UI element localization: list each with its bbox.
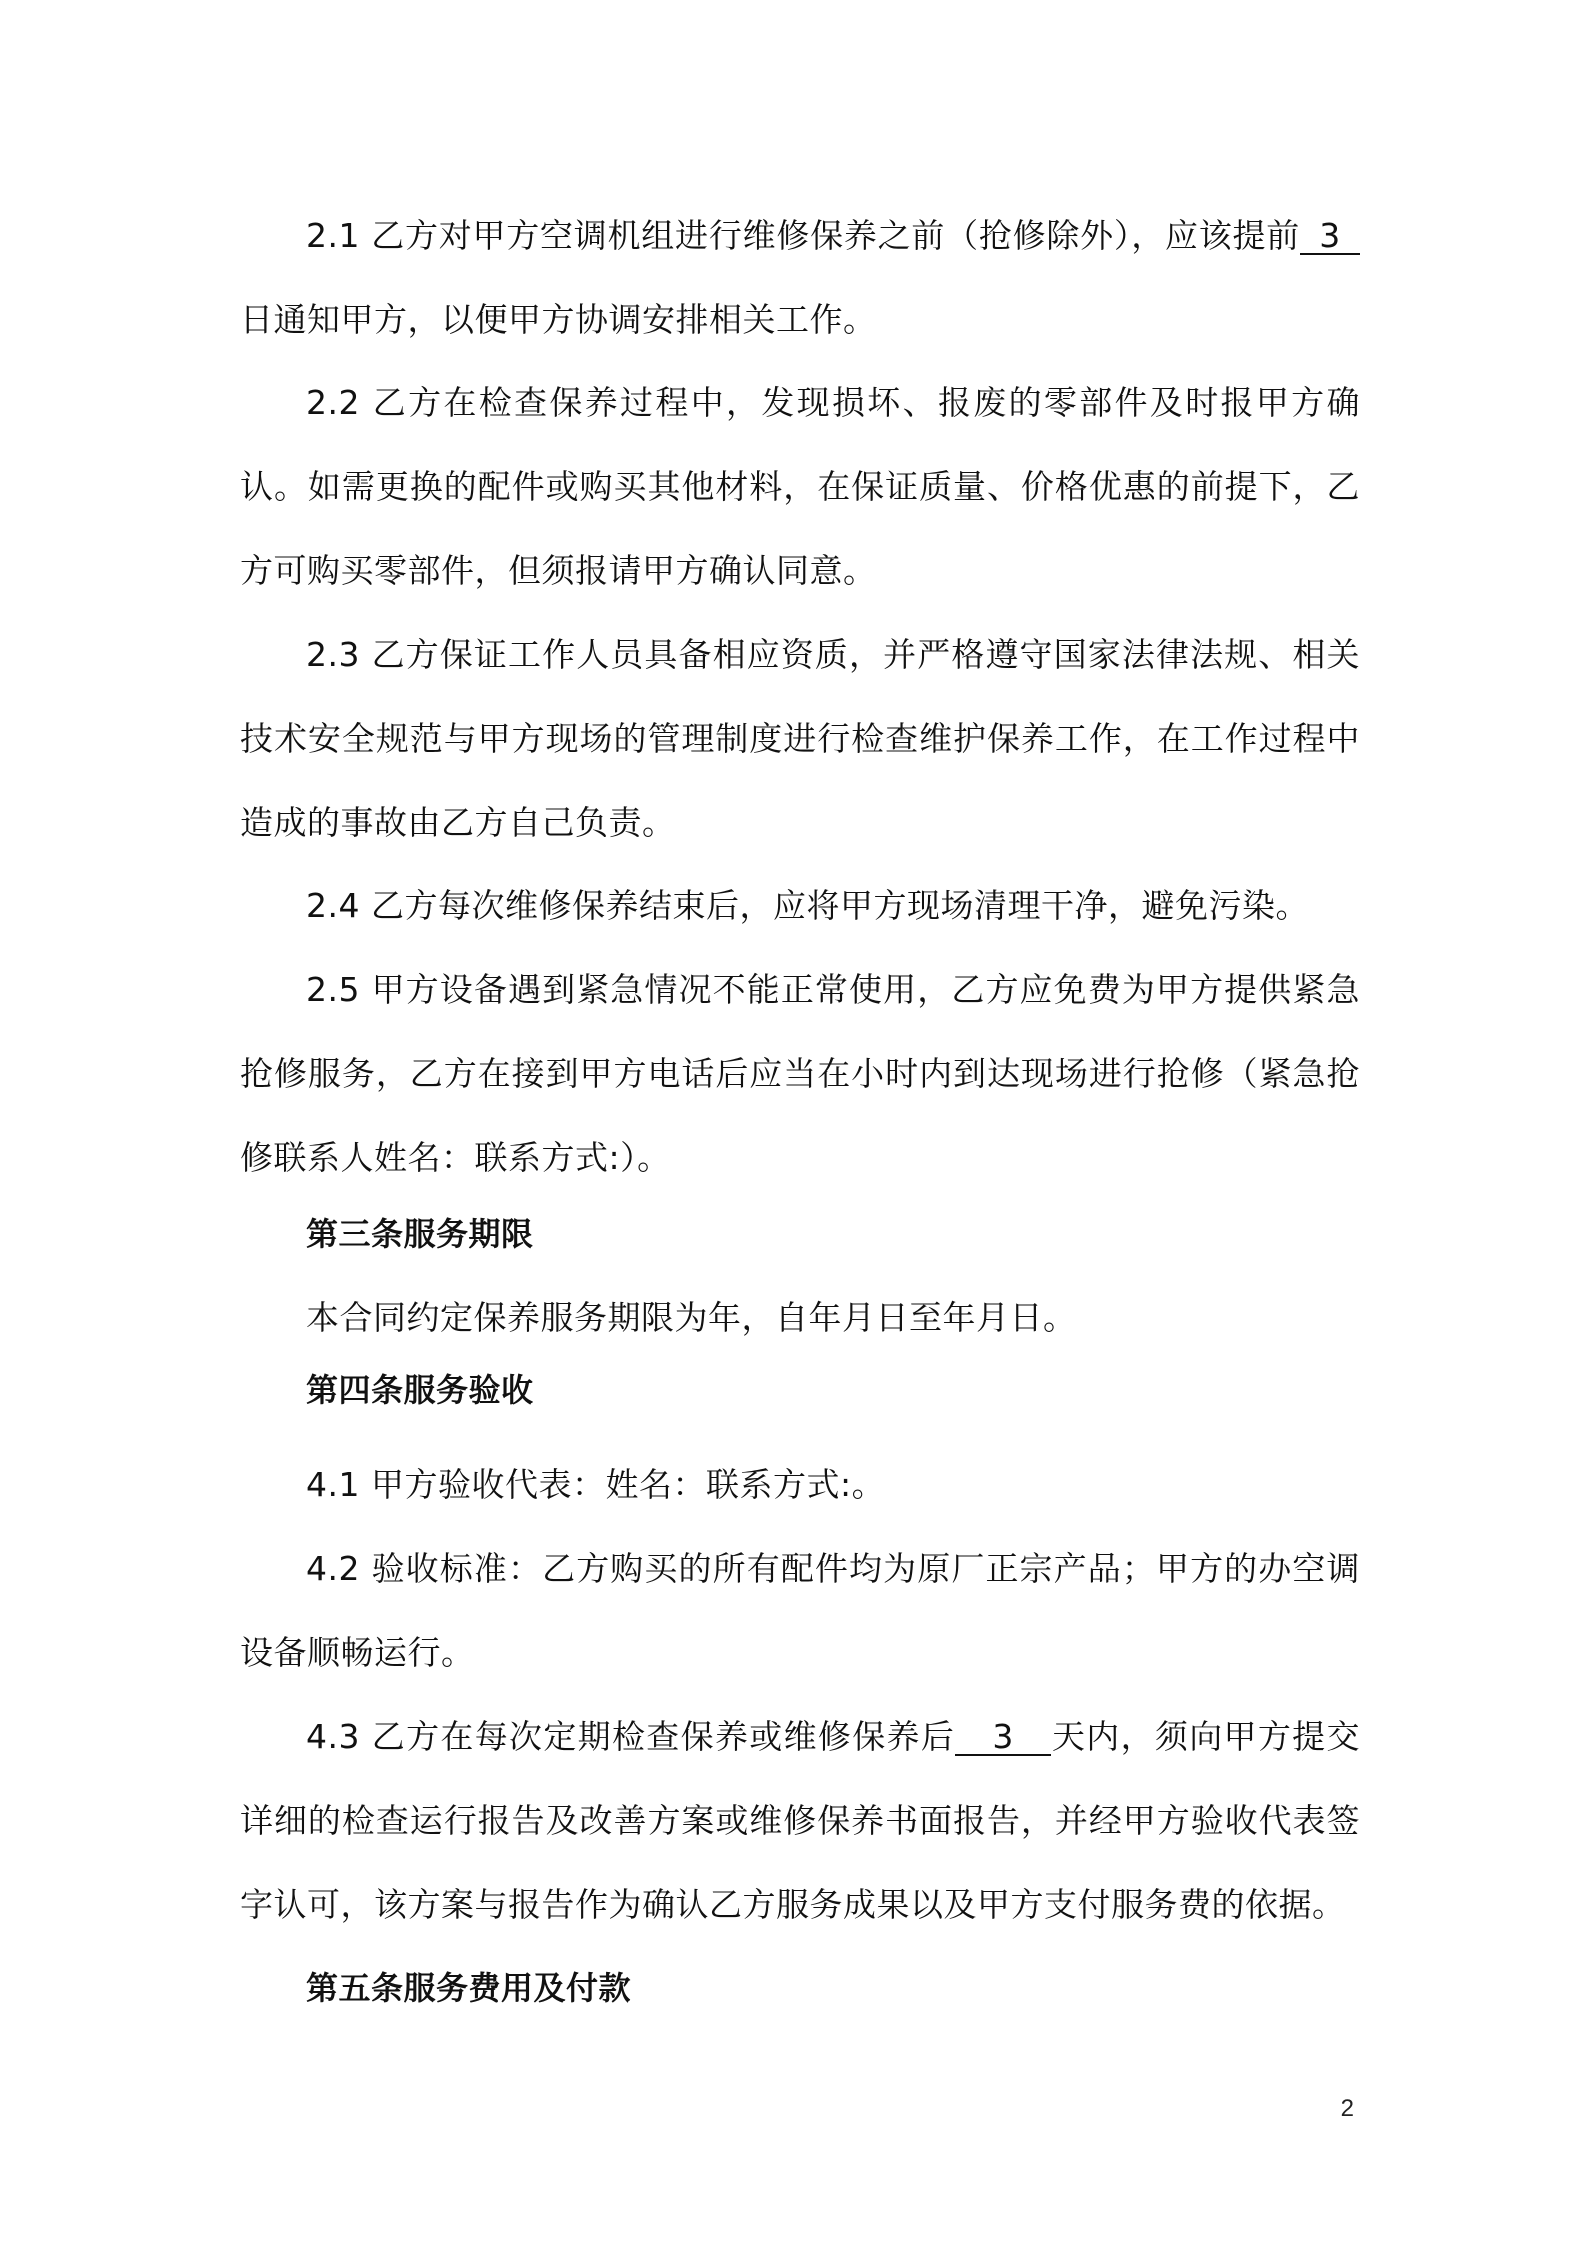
- paragraph-4-2: 4.2 验收标准：乙方购买的所有配件均为原厂正宗产品；甲方的办空调设备顺畅运行。: [240, 1549, 1360, 1672]
- page-number: 2: [1340, 2095, 1354, 2122]
- paragraph-4-1: 4.1 甲方验收代表：姓名：联系方式:。: [306, 1465, 886, 1504]
- paragraph-4-3-text-before: 4.3 乙方在每次定期检查保养或维修保养后: [306, 1717, 956, 1756]
- paragraph-2-1-text-before: 2.1 乙方对甲方空调机组进行维修保养之前（抢修除外），应该提前: [306, 216, 1300, 255]
- paragraph-4-3-text-after: 天内，须向甲方提交详细的检查运行报告及改善方案或维修保养书面报告，并经甲方验收代表签字认可，该方案与报告作为确认乙方服务成果以及甲方支付服务费的依据。: [240, 1717, 1360, 1924]
- paragraph-2-1-text-after: 日通知甲方，以便甲方协调安排相关工作。: [240, 300, 877, 339]
- notice-days-blank: 3: [1300, 219, 1360, 255]
- paragraph-2-4: 2.4 乙方每次维修保养结束后，应将甲方现场清理干净，避免污染。: [306, 886, 1309, 925]
- paragraph-2-1: [240, 194, 1360, 362]
- paragraph-4-3: [240, 1695, 1360, 1947]
- paragraph-2-2: 2.2 乙方在检查保养过程中，发现损坏、报废的零部件及时报甲方确认。如需更换的配件或购买其他材料，在保证质量、价格优惠的前提下，乙方可购买零部件，但须报请甲方确认同意。: [240, 383, 1360, 590]
- section-5-heading: 第五条服务费用及付款: [306, 1969, 632, 2007]
- report-days-blank: 3: [955, 1720, 1051, 1756]
- paragraph-2-3: 2.3 乙方保证工作人员具备相应资质，并严格遵守国家法律法规、相关技术安全规范与甲方现场的管理制度进行检查维护保养工作，在工作过程中造成的事故由乙方自己负责。: [240, 635, 1360, 842]
- section-3-heading: 第三条服务期限: [306, 1215, 534, 1253]
- paragraph-2-5: 2.5 甲方设备遇到紧急情况不能正常使用，乙方应免费为甲方提供紧急抢修服务，乙方在接到甲方电话后应当在小时内到达现场进行抢修（紧急抢修联系人姓名：联系方式:）。: [240, 970, 1360, 1177]
- paragraph-3: 本合同约定保养服务期限为年，自年月日至年月日。: [306, 1298, 1077, 1337]
- section-4-heading: 第四条服务验收: [306, 1371, 534, 1409]
